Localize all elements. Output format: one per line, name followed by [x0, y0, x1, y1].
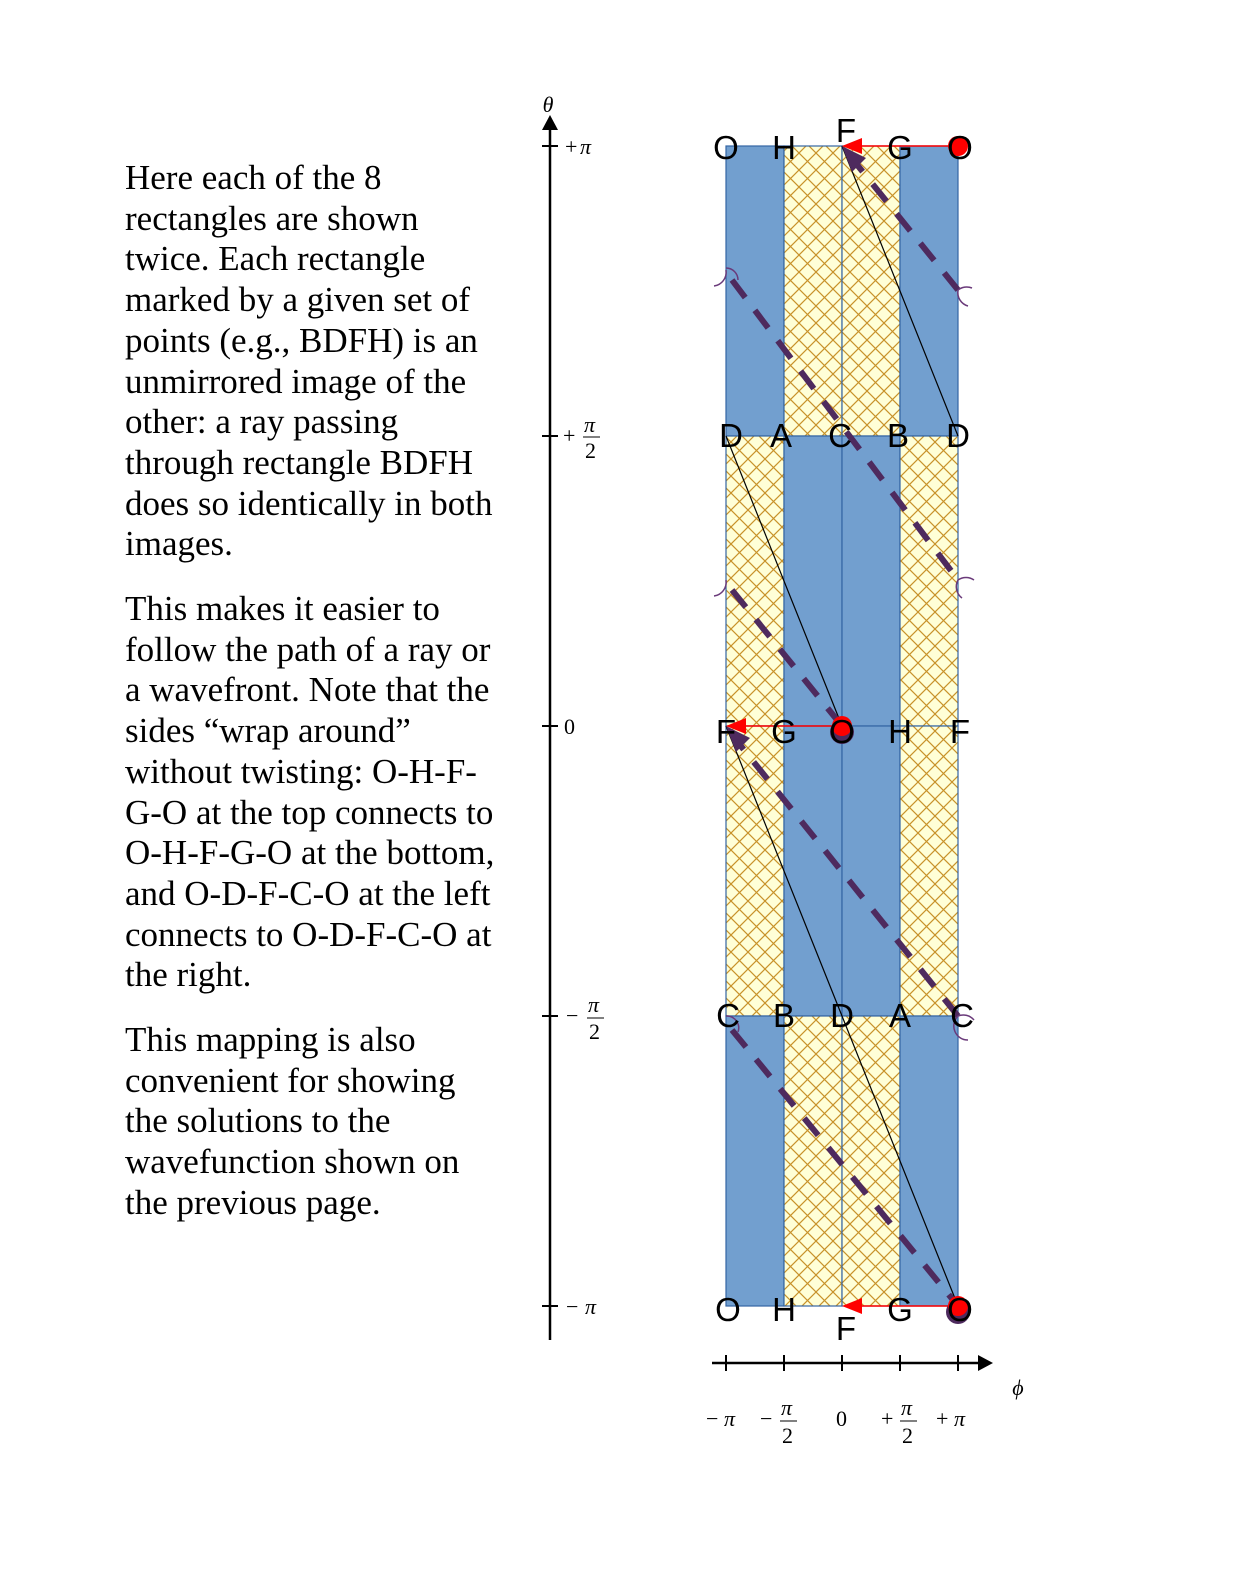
- svg-text:π: π: [585, 1294, 597, 1319]
- arrow-up-icon: [542, 115, 558, 130]
- svg-text:π: π: [901, 1395, 913, 1420]
- rect-hatched: [726, 726, 784, 1016]
- label-H: H: [772, 1291, 796, 1328]
- rect-hatched: [784, 146, 842, 436]
- label-F: F: [835, 112, 857, 149]
- label-H: H: [772, 129, 796, 166]
- label-F: F: [949, 713, 971, 750]
- svg-text:+: +: [563, 423, 576, 448]
- phi-axis-label: ϕ: [1012, 1375, 1024, 1400]
- theta-tick-minus-half-pi: [566, 992, 604, 1044]
- label-A: A: [888, 997, 912, 1034]
- paragraph-1: Here each of the 8 rectangles are shown twice. Each rectangle marked by a given set of points (e.g., BDFH) is an unmirrored image of the other: a ray passing through rectangle BDFH does so identically in both images.: [125, 158, 493, 564]
- svg-text:π: π: [954, 1406, 966, 1431]
- label-D: D: [946, 417, 970, 454]
- theta-tick-plus-pi: [565, 134, 592, 159]
- label-C: C: [828, 417, 852, 454]
- theta-tick-minus-pi: [566, 1294, 597, 1319]
- rect-blue: [726, 146, 784, 436]
- label-B: B: [772, 997, 796, 1034]
- label-C: C: [950, 997, 974, 1034]
- rect-blue: [842, 726, 900, 1016]
- rect-hatched: [784, 1016, 842, 1306]
- phi-tick-plus-pi: [936, 1406, 966, 1431]
- phi-tick-minus-pi: [706, 1406, 736, 1431]
- label-O: O: [715, 1291, 741, 1328]
- theta-axis: [542, 92, 604, 1340]
- rect-hatched: [900, 726, 958, 1016]
- phi-axis: [706, 1355, 1024, 1448]
- label-O: O: [947, 129, 973, 166]
- svg-text:−: −: [566, 1003, 579, 1028]
- label-B: B: [886, 417, 910, 454]
- svg-text:−: −: [566, 1294, 579, 1319]
- rect-blue: [842, 436, 900, 726]
- rect-blue: [900, 1016, 958, 1306]
- rect-hatched: [900, 436, 958, 726]
- svg-text:+: +: [881, 1406, 894, 1431]
- svg-text:π: π: [580, 134, 592, 159]
- svg-text:2: 2: [782, 1423, 793, 1448]
- phi-tick-zero: [836, 1406, 847, 1431]
- label-G: G: [887, 129, 913, 166]
- svg-text:2: 2: [902, 1423, 913, 1448]
- svg-text:+: +: [936, 1406, 949, 1431]
- rect-hatched: [842, 1016, 900, 1306]
- phi-tick-minus-half-pi: [760, 1395, 797, 1448]
- svg-text:−: −: [760, 1406, 773, 1431]
- label-O: O: [947, 1291, 973, 1328]
- theta-tick-plus-half-pi: [563, 412, 600, 463]
- rect-blue: [784, 436, 842, 726]
- svg-text:π: π: [588, 992, 600, 1017]
- svg-text:π: π: [781, 1395, 793, 1420]
- svg-text:π: π: [584, 412, 596, 437]
- label-G: G: [887, 1291, 913, 1328]
- label-H: H: [888, 713, 912, 750]
- arrow-right-icon: [978, 1355, 993, 1371]
- rect-hatched: [842, 146, 900, 436]
- svg-text:2: 2: [585, 438, 596, 463]
- label-G: G: [771, 713, 797, 750]
- label-A: A: [769, 417, 793, 454]
- svg-text:−: −: [706, 1406, 719, 1431]
- svg-text:2: 2: [589, 1019, 600, 1044]
- label-O: O: [829, 713, 855, 750]
- rect-blue: [900, 146, 958, 436]
- label-D: D: [830, 997, 854, 1034]
- label-O: O: [713, 129, 739, 166]
- svg-text:0: 0: [564, 714, 575, 739]
- svg-text:+: +: [565, 134, 578, 159]
- rect-blue: [784, 726, 842, 1016]
- label-F: F: [835, 1310, 857, 1347]
- label-F: F: [715, 713, 737, 750]
- phi-tick-plus-half-pi: [881, 1395, 917, 1448]
- rect-hatched: [726, 436, 784, 726]
- label-D: D: [719, 417, 743, 454]
- paragraph-3: This mapping is also convenient for showing the solutions to the wavefunction shown on the previous page.: [125, 1020, 460, 1222]
- label-C: C: [716, 997, 740, 1034]
- rect-blue: [726, 1016, 784, 1306]
- theta-tick-zero: [564, 714, 575, 739]
- paragraph-2: This makes it easier to follow the path of a ray or a wavefront. Note that the sides “wrap around” without twisting: O-H-F-G-O at the top connects to O-H-F-G-O at the bottom, and O-D-F-C-O at the left connects to O-D-F-C-O at the right.: [125, 589, 495, 995]
- svg-text:π: π: [724, 1406, 736, 1431]
- theta-axis-label: θ: [542, 92, 554, 117]
- svg-text:0: 0: [836, 1406, 847, 1431]
